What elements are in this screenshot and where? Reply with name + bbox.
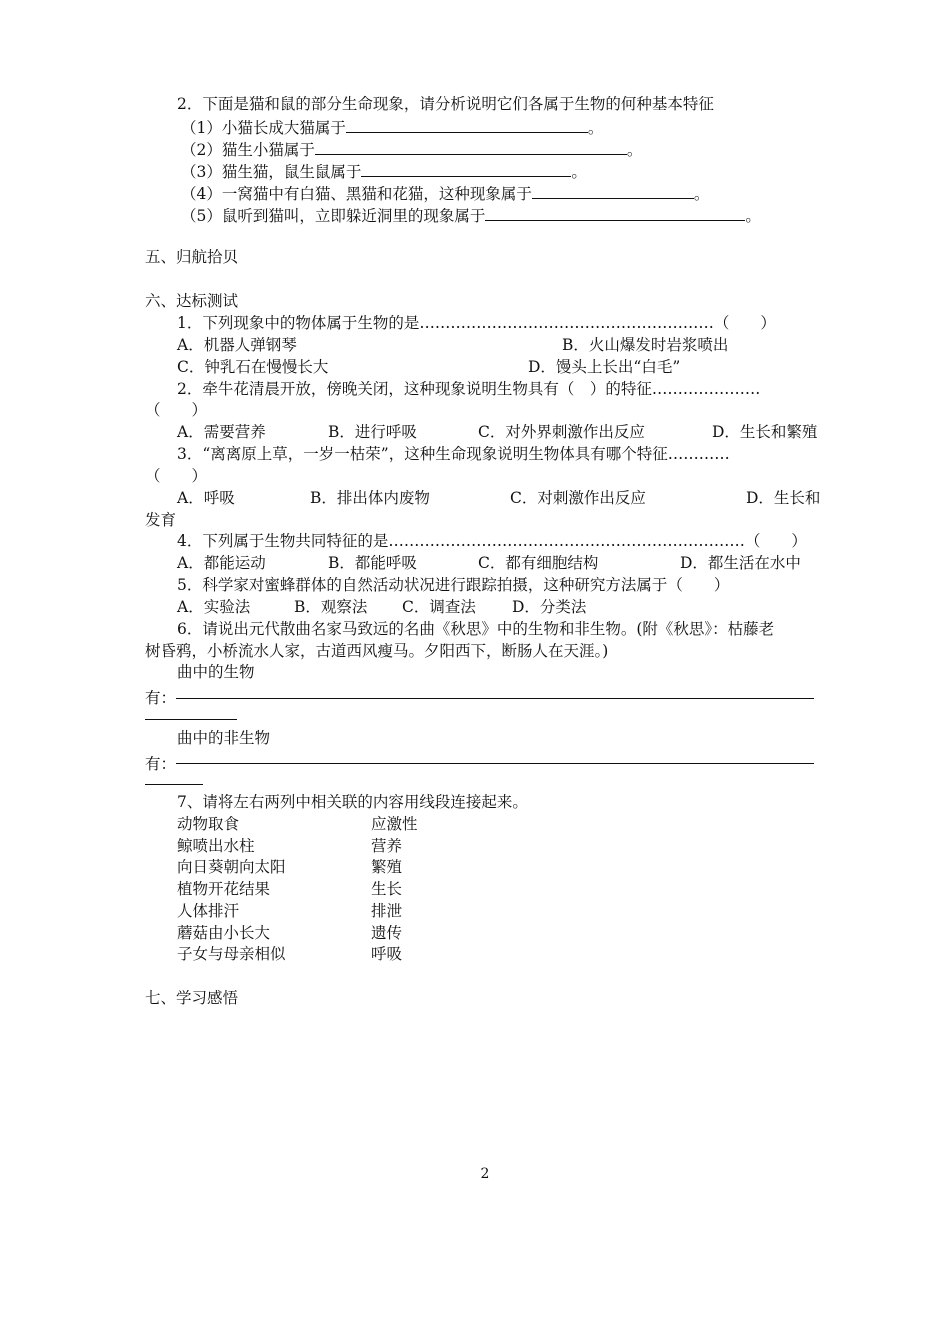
- s6-q3-paren: （ ）: [145, 467, 208, 485]
- s6-q2-option-a[interactable]: A．需要营养: [177, 423, 266, 441]
- q2-item-2: [181, 140, 642, 160]
- s6-q1-option-d[interactable]: D．馒头上长出“白毛”: [528, 358, 681, 376]
- s6-q2-option-c[interactable]: C．对外界刺激作出反应: [478, 423, 645, 441]
- s6-q5-stem: 5．科学家对蜜蜂群体的自然活动状况进行跟踪拍摄，这种研究方法属于（ ）: [177, 576, 730, 594]
- q2-item-2-text: （2）猫生小猫属于: [181, 141, 315, 159]
- s6-q2-stem: 2．牵牛花清晨开放，傍晚关闭，这种现象说明生物具有（ ）的特征…………………: [177, 380, 761, 398]
- q2-item-1: [181, 118, 603, 138]
- q7-right-item-4[interactable]: 生长: [371, 880, 403, 898]
- s6-q4-option-b[interactable]: B．都能呼吸: [328, 554, 417, 572]
- q7-right-item-6[interactable]: 遗传: [371, 924, 403, 942]
- s6-q1-option-b[interactable]: B．火山爆发时岩浆喷出: [562, 336, 729, 354]
- s6-q2-paren: （ ）: [145, 401, 208, 419]
- q2-item-4: [181, 184, 709, 204]
- s6-q6-nonliving-label: 曲中的非生物: [177, 729, 271, 747]
- s6-q6-living-answer-line-2[interactable]: [145, 719, 237, 720]
- s6-q1-stem: 1．下列现象中的物体属于生物的是…………………………………………………（ ）: [177, 314, 776, 332]
- s6-q5-option-a[interactable]: A．实验法: [177, 598, 251, 616]
- q7-left-item-6[interactable]: 蘑菇由小长大: [177, 924, 271, 942]
- s6-q6-living-answer-line[interactable]: [176, 698, 814, 699]
- s6-q6-nonliving-answer-line-2[interactable]: [145, 784, 203, 785]
- q2-item-4-text: （4）一窝猫中有白猫、黑猫和花猫，这种现象属于: [181, 185, 532, 203]
- q7-right-item-2[interactable]: 营养: [371, 837, 403, 855]
- section5-title: 五、归航拾贝: [145, 248, 239, 266]
- q2-item-3-blank[interactable]: [361, 162, 571, 177]
- q7-right-item-7[interactable]: 呼吸: [371, 945, 403, 963]
- q2-item-5-end: 。: [745, 207, 761, 225]
- q7-left-item-7[interactable]: 子女与母亲相似: [177, 945, 286, 963]
- s6-q5-option-c[interactable]: C．调查法: [402, 598, 476, 616]
- s6-q3-option-b[interactable]: B．排出体内废物: [310, 489, 430, 507]
- q7-right-item-5[interactable]: 排泄: [371, 902, 403, 920]
- q2-item-1-blank[interactable]: [346, 118, 588, 133]
- s6-q7-stem: 7、请将左右两列中相关联的内容用线段连接起来。: [177, 793, 528, 811]
- page-number: 2: [480, 1166, 490, 1182]
- s6-q1-option-c[interactable]: C．钟乳石在慢慢长大: [177, 358, 329, 376]
- s6-q5-option-d[interactable]: D．分类法: [512, 598, 587, 616]
- q7-left-item-1[interactable]: 动物取食: [177, 815, 240, 833]
- s6-q6-stem-line2: 树昏鸦，小桥流水人家，古道西风瘦马。夕阳西下，断肠人在天涯。): [145, 642, 609, 660]
- q7-left-item-3[interactable]: 向日葵朝向太阳: [177, 858, 286, 876]
- s6-q2-option-d[interactable]: D．生长和繁殖: [712, 423, 818, 441]
- q2-item-1-text: （1）小猫长成大猫属于: [181, 119, 346, 137]
- s6-q1-option-a[interactable]: A．机器人弹钢琴: [177, 336, 297, 354]
- q7-right-item-1[interactable]: 应激性: [371, 815, 418, 833]
- q7-left-item-4[interactable]: 植物开花结果: [177, 880, 271, 898]
- section6-title: 六、达标测试: [145, 292, 239, 310]
- q2-item-2-blank[interactable]: [315, 140, 627, 155]
- s6-q5-option-b[interactable]: B．观察法: [294, 598, 368, 616]
- s6-q4-stem: 4．下列属于生物共同特征的是……………………………………………………………（ ）: [177, 532, 807, 550]
- q2-item-5-blank[interactable]: [485, 206, 745, 221]
- q2-item-1-end: 。: [587, 119, 604, 137]
- q2-item-3: [181, 162, 587, 182]
- q2-item-5-text: （5）鼠听到猫叫，立即躲近洞里的现象属于: [181, 207, 486, 225]
- s6-q3-option-d-cont: 发育: [145, 511, 177, 529]
- s6-q6-nonliving-you: 有：: [145, 755, 177, 773]
- q2-stem: 2．下面是猫和鼠的部分生命现象，请分析说明它们各属于生物的何种基本特征: [177, 95, 714, 113]
- section7-title: 七、学习感悟: [145, 989, 239, 1007]
- q7-right-item-3[interactable]: 繁殖: [371, 858, 403, 876]
- s6-q2-option-b[interactable]: B．进行呼吸: [328, 423, 417, 441]
- s6-q4-option-c[interactable]: C．都有细胞结构: [478, 554, 599, 572]
- s6-q6-stem-line1: 6．请说出元代散曲名家马致远的名曲《秋思》中的生物和非生物。(附《秋思》：枯藤老: [177, 620, 775, 638]
- s6-q6-nonliving-answer-line[interactable]: [176, 763, 814, 764]
- s6-q3-option-d[interactable]: D．生长和: [746, 489, 821, 507]
- q7-left-item-2[interactable]: 鲸喷出水柱: [177, 837, 255, 855]
- q2-item-5: [181, 206, 761, 226]
- s6-q3-option-c[interactable]: C．对刺激作出反应: [510, 489, 646, 507]
- q2-item-2-end: 。: [626, 141, 643, 159]
- q7-left-item-5[interactable]: 人体排汗: [177, 902, 240, 920]
- s6-q3-option-a[interactable]: A．呼吸: [177, 489, 235, 507]
- q2-item-4-end: 。: [693, 185, 710, 203]
- q2-item-3-end: 。: [571, 163, 587, 181]
- s6-q3-stem: 3．“离离原上草，一岁一枯荣”，这种生命现象说明生物体具有哪个特征…………: [177, 445, 730, 463]
- s6-q4-option-a[interactable]: A．都能运动: [177, 554, 266, 572]
- s6-q6-living-label: 曲中的生物: [177, 663, 255, 681]
- s6-q6-living-you: 有：: [145, 689, 177, 707]
- q2-item-4-blank[interactable]: [532, 184, 694, 199]
- q2-item-3-text: （3）猫生猫，鼠生鼠属于: [181, 163, 362, 181]
- s6-q4-option-d[interactable]: D．都生活在水中: [680, 554, 801, 572]
